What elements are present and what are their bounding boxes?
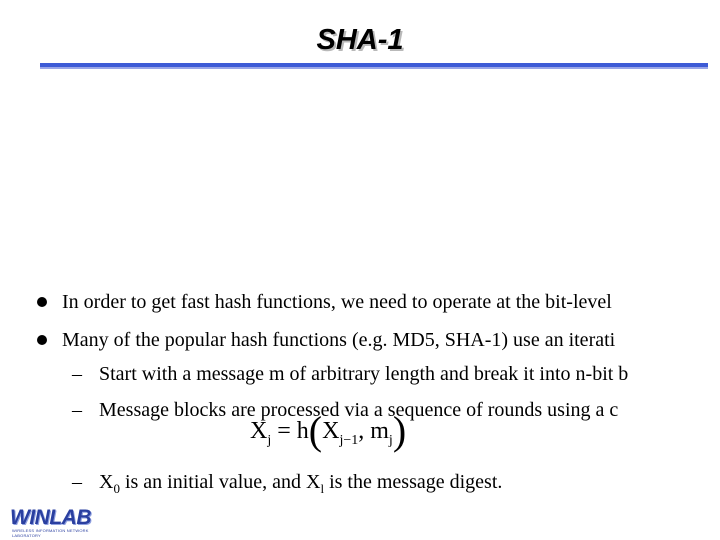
formula-open-paren: ( bbox=[308, 408, 323, 453]
bullet-2-text: Many of the popular hash functions (e.g. MD5, SHA-1) use an iterati bbox=[62, 329, 616, 351]
title-divider bbox=[40, 63, 708, 69]
formula-func: h bbox=[296, 418, 309, 444]
formula-arg2: m bbox=[370, 418, 389, 444]
dash-icon: – bbox=[72, 363, 82, 385]
dash-icon: – bbox=[72, 399, 82, 421]
subitem-2-text: Message blocks are processed via a sequence of rounds using a c bbox=[99, 399, 619, 421]
formula-close-paren: ) bbox=[392, 408, 407, 453]
formula-arg2-sub: j bbox=[388, 432, 393, 448]
bullet-icon bbox=[37, 297, 47, 307]
formula-lhs: X bbox=[250, 418, 268, 444]
note-end: is the message digest. bbox=[324, 471, 503, 493]
slide-title: SHA-1 bbox=[316, 24, 404, 56]
formula-equals: = bbox=[277, 418, 291, 444]
note-text bbox=[99, 470, 502, 501]
note-xl-sub: l bbox=[320, 481, 325, 496]
logo-text: WINLAB bbox=[10, 506, 91, 529]
formula-lhs-sub: j bbox=[267, 432, 272, 448]
bullet-1-text: In order to get fast hash functions, we need to operate at the bit-level bbox=[62, 291, 612, 313]
formula-arg1: X bbox=[322, 418, 340, 444]
subitem-1-text: Start with a message m of arbitrary length and break it into n-bit b bbox=[99, 363, 629, 385]
note-mid: is an initial value, and X bbox=[119, 471, 321, 493]
formula-separator: , bbox=[358, 418, 365, 444]
note-x0-sub: 0 bbox=[113, 481, 120, 496]
winlab-logo bbox=[10, 506, 118, 538]
logo-subtext: WIRELESS INFORMATION NETWORK LABORATORY bbox=[12, 528, 89, 538]
iteration-formula bbox=[250, 408, 407, 454]
note-x0: X bbox=[99, 471, 114, 493]
bullet-icon bbox=[37, 335, 47, 345]
dash-icon: – bbox=[72, 471, 82, 493]
formula-arg1-sub: j−1 bbox=[339, 432, 359, 448]
